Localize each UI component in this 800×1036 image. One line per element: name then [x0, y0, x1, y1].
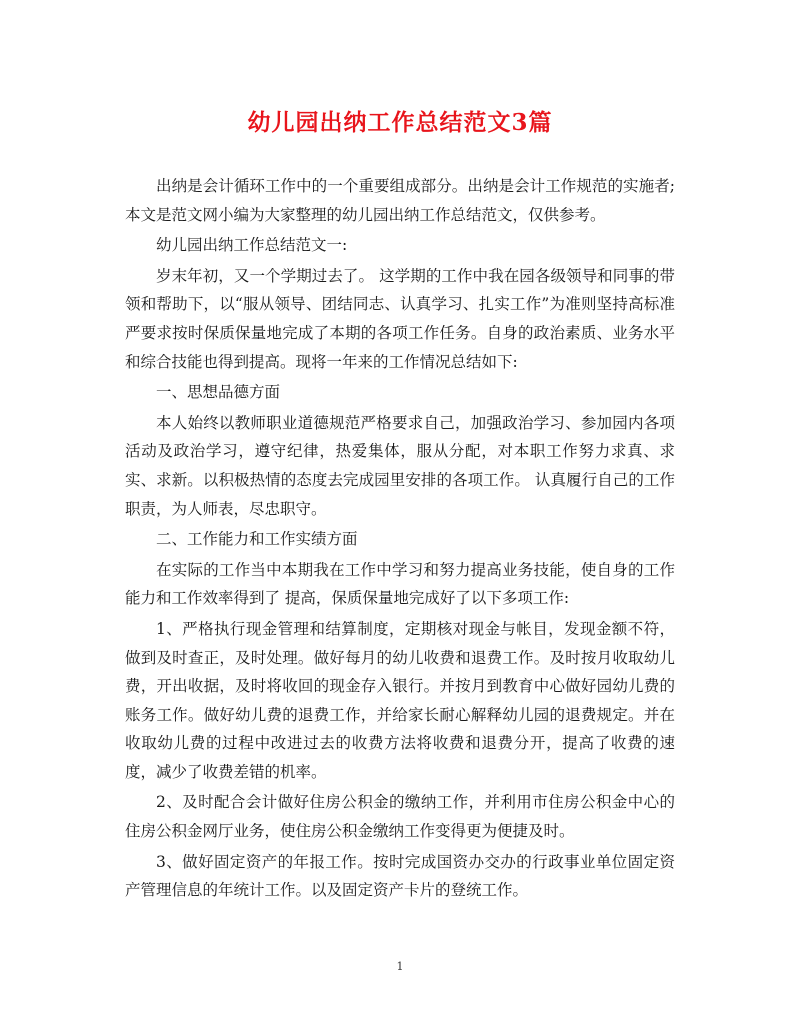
heading-ideology: 一、思想品德方面	[156, 383, 281, 402]
paragraph-opening: 岁末年初，又一个学期过去了。 这学期的工作中我在园各级领导和同事的带领和帮助下，以“服从领导、团结同志、认真学习、扎实工作”为准则坚持高标准严要求按时保质保量地完成了本期的各项工作任务。自身的政治素质、业务水平和综合技能也得到提高。现将一年来的工作情况总结如下:	[125, 266, 675, 371]
paragraph-work-ability: 在实际的工作当中本期我在工作中学习和努力提高业务技能，使自身的工作能力和工作效率得到了 提高，保质保量地完成好了以下多项工作:	[125, 560, 675, 608]
list-item-fixed-assets: 3、做好固定资产的年报工作。按时完成国资办交办的行政事业单位固定资产管理信息的年统计工作。以及固定资产卡片的登统工作。	[125, 852, 675, 900]
heading-work-ability: 二、工作能力和工作实绩方面	[156, 530, 358, 549]
document-title: 幼儿园出纳工作总结范文3篇	[247, 109, 553, 136]
list-item-housing-fund: 2、及时配合会计做好住房公积金的缴纳工作，并利用市住房公积金中心的住房公积金网厅业务，使住房公积金缴纳工作变得更为便捷及时。	[125, 793, 675, 841]
paragraph-ideology: 本人始终以教师职业道德规范严格要求自己，加强政治学习、参加园内各项活动及政治学习，遵守纪律，热爱集体，服从分配，对本职工作努力求真、求实、求新。以积极热情的态度去完成园里安排的各项工作。 认真履行自己的工作职责，为人师表，尽忠职守。	[125, 413, 675, 518]
page-number: 1	[396, 960, 404, 973]
document-body	[125, 172, 675, 907]
paragraph-section-heading: 幼儿园出纳工作总结范文一:	[156, 236, 348, 255]
paragraph-intro: 出纳是会计循环工作中的一个重要组成部分。出纳是会计工作规范的实施者;本文是范文网小编为大家整理的幼儿园出纳工作总结范文，仅供参考。	[125, 177, 675, 224]
list-item-cash-management: 1、严格执行现金管理和结算制度，定期核对现金与帐目，发现金额不符，做到及时查正，及时处理。做好每月的幼儿收费和退费工作。及时按月收取幼儿费，开出收据，及时将收回的现金存入银行。并按月到教育中心做好园幼儿费的账务工作。做好幼儿费的退费工作，并给家长耐心解释幼儿园的退费规定。并在收取幼儿费的过程中改进过去的收费方法将收费和退费分开，提高了收费的速度，减少了收费差错的机率。	[125, 619, 675, 781]
